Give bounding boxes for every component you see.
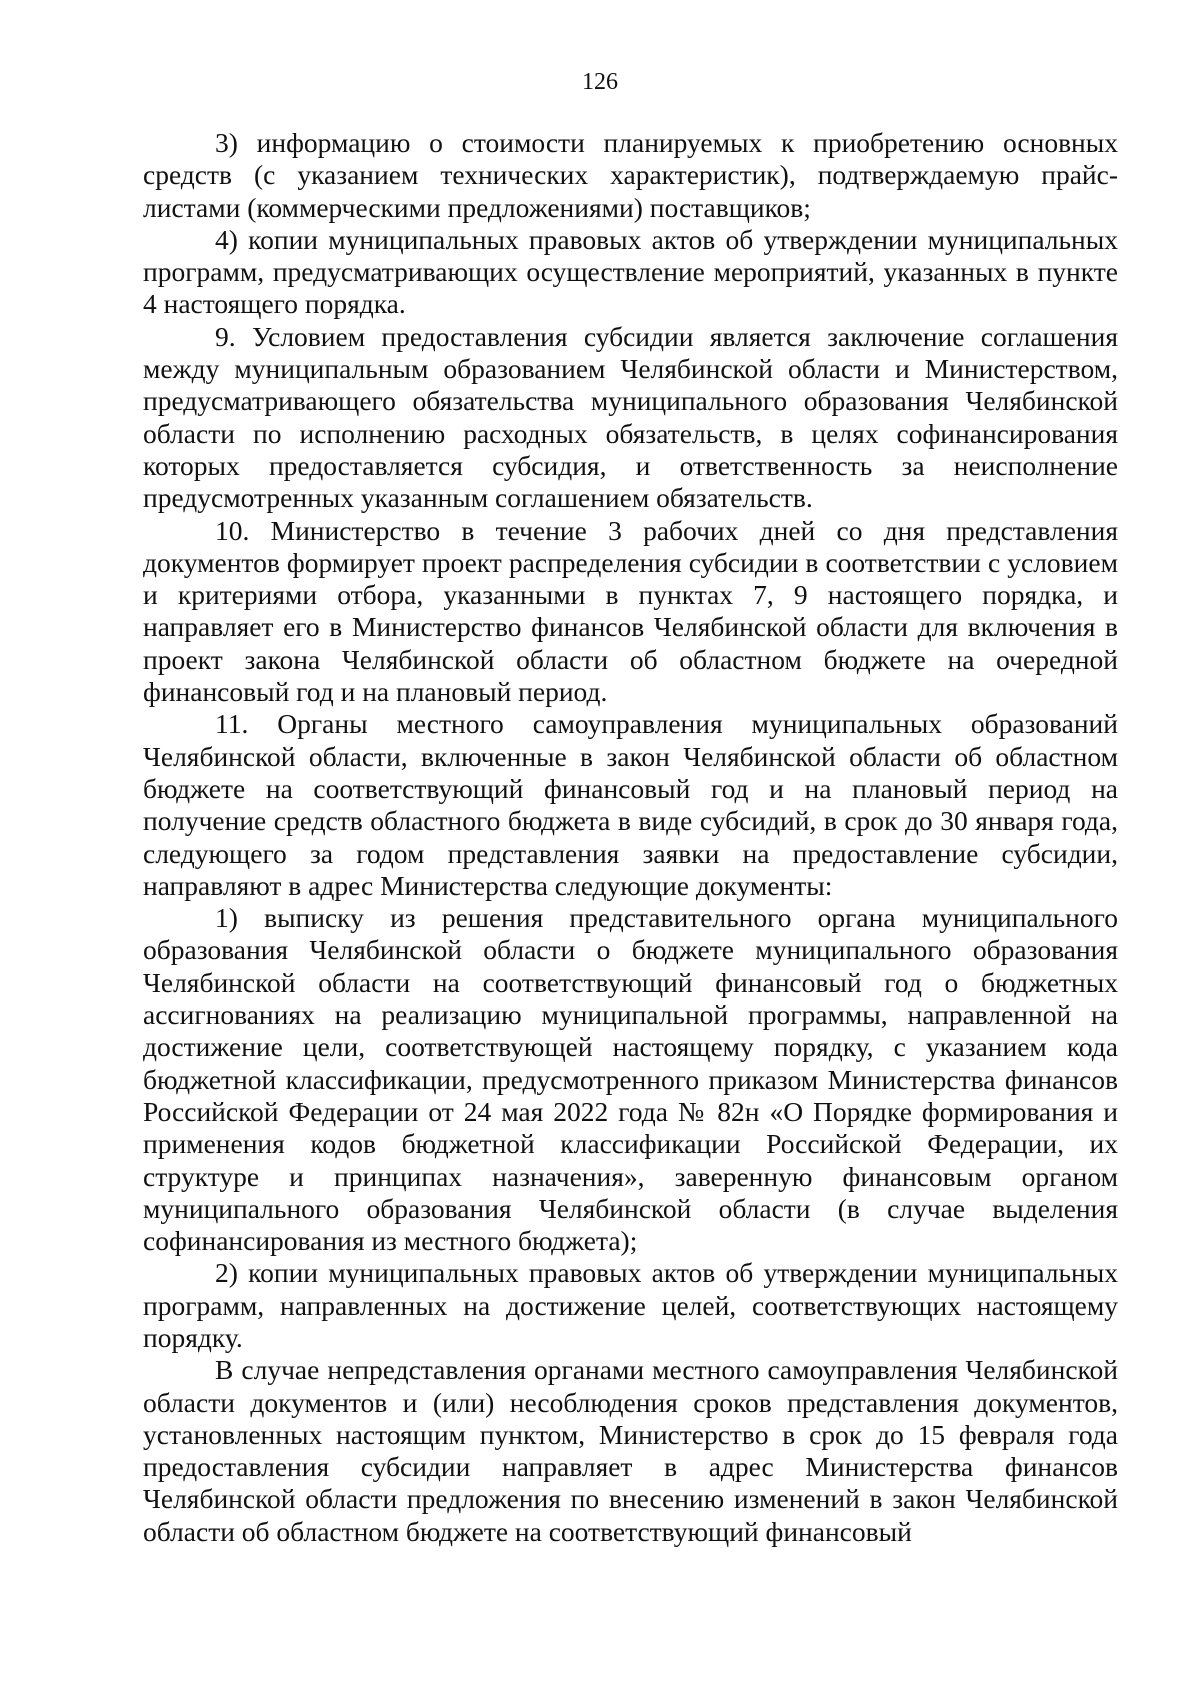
paragraph-item-4: 4) копии муниципальных правовых актов об утверждении муниципальных программ, предусматривающих осуществление мероприятий, указанных в пункте 4 настоящего порядка. xyxy=(143,223,1118,320)
paragraph-clause-10: 10. Министерство в течение 3 рабочих дней со дня представления документов формирует проект распределения субсидии в соответствии с условием и критериями отбора, указанными в пунктах 7, 9 настоящего порядка, и направляет его в Министерство финансов Челябинской области для включения в проект закона Челябинской области об областном бюджете на очередной финансовый год и на плановый период. xyxy=(143,514,1118,708)
paragraph-clause-11-item-1: 1) выписку из решения представительного органа муниципального образования Челябинской области о бюджете муниципального образования Челябинской области на соответствующий финансовый год о бюджетных ассигнованиях на реализацию муниципальной программы, направленной на достижение цели, соответствующей настоящему порядку, с указанием кода бюджетной классификации, предусмотренного приказом Министерства финансов Российской Федерации от 24 мая 2022 года № 82н «О Порядке формирования и применения кодов бюджетной классификации Российской Федерации, их структуре и принципах назначения», заверенную финансовым органом муниципального образования Челябинской области (в случае выделения софинансирования из местного бюджета); xyxy=(143,902,1118,1257)
page-number: 126 xyxy=(582,69,618,95)
paragraph-clause-11: 11. Органы местного самоуправления муниципальных образований Челябинской области, включенные в закон Челябинской области об областном бюджете на соответствующий финансовый год и на плановый период на получение средств областного бюджета в виде субсидий, в срок до 30 января года, следующего за годом представления заявки на предоставление субсидии, направляют в адрес Министерства следующие документы: xyxy=(143,708,1118,901)
paragraph-item-3: 3) информацию о стоимости планируемых к приобретению основных средств (с указанием технических характеристик), подтверждаемую прайс-листами (коммерческими предложениями) поставщиков; xyxy=(143,127,1118,223)
paragraph-clause-11-item-2: 2) копии муниципальных правовых актов об утверждении муниципальных программ, направленных на достижение целей, соответствующих настоящему порядку. xyxy=(143,1257,1118,1353)
paragraph-clause-9: 9. Условием предоставления субсидии является заключение соглашения между муниципальным образованием Челябинской области и Министерством, предусматривающего обязательства муниципального образования Челябинской области по исполнению расходных обязательств, в целях софинансирования которых предоставляется субсидия, и ответственность за неисполнение предусмотренных указанным соглашением обязательств. xyxy=(143,320,1118,514)
document-body xyxy=(143,127,1118,1548)
paragraph-non-submission: В случае непредставления органами местного самоуправления Челябинской области документов и (или) несоблюдения сроков представления документов, установленных настоящим пунктом, Министерство в срок до 15 февраля года предоставления субсидии направляет в адрес Министерства финансов Челябинской области предложения по внесению изменений в закон Челябинской области об областном бюджете на соответствующий финансовый xyxy=(143,1354,1118,1547)
